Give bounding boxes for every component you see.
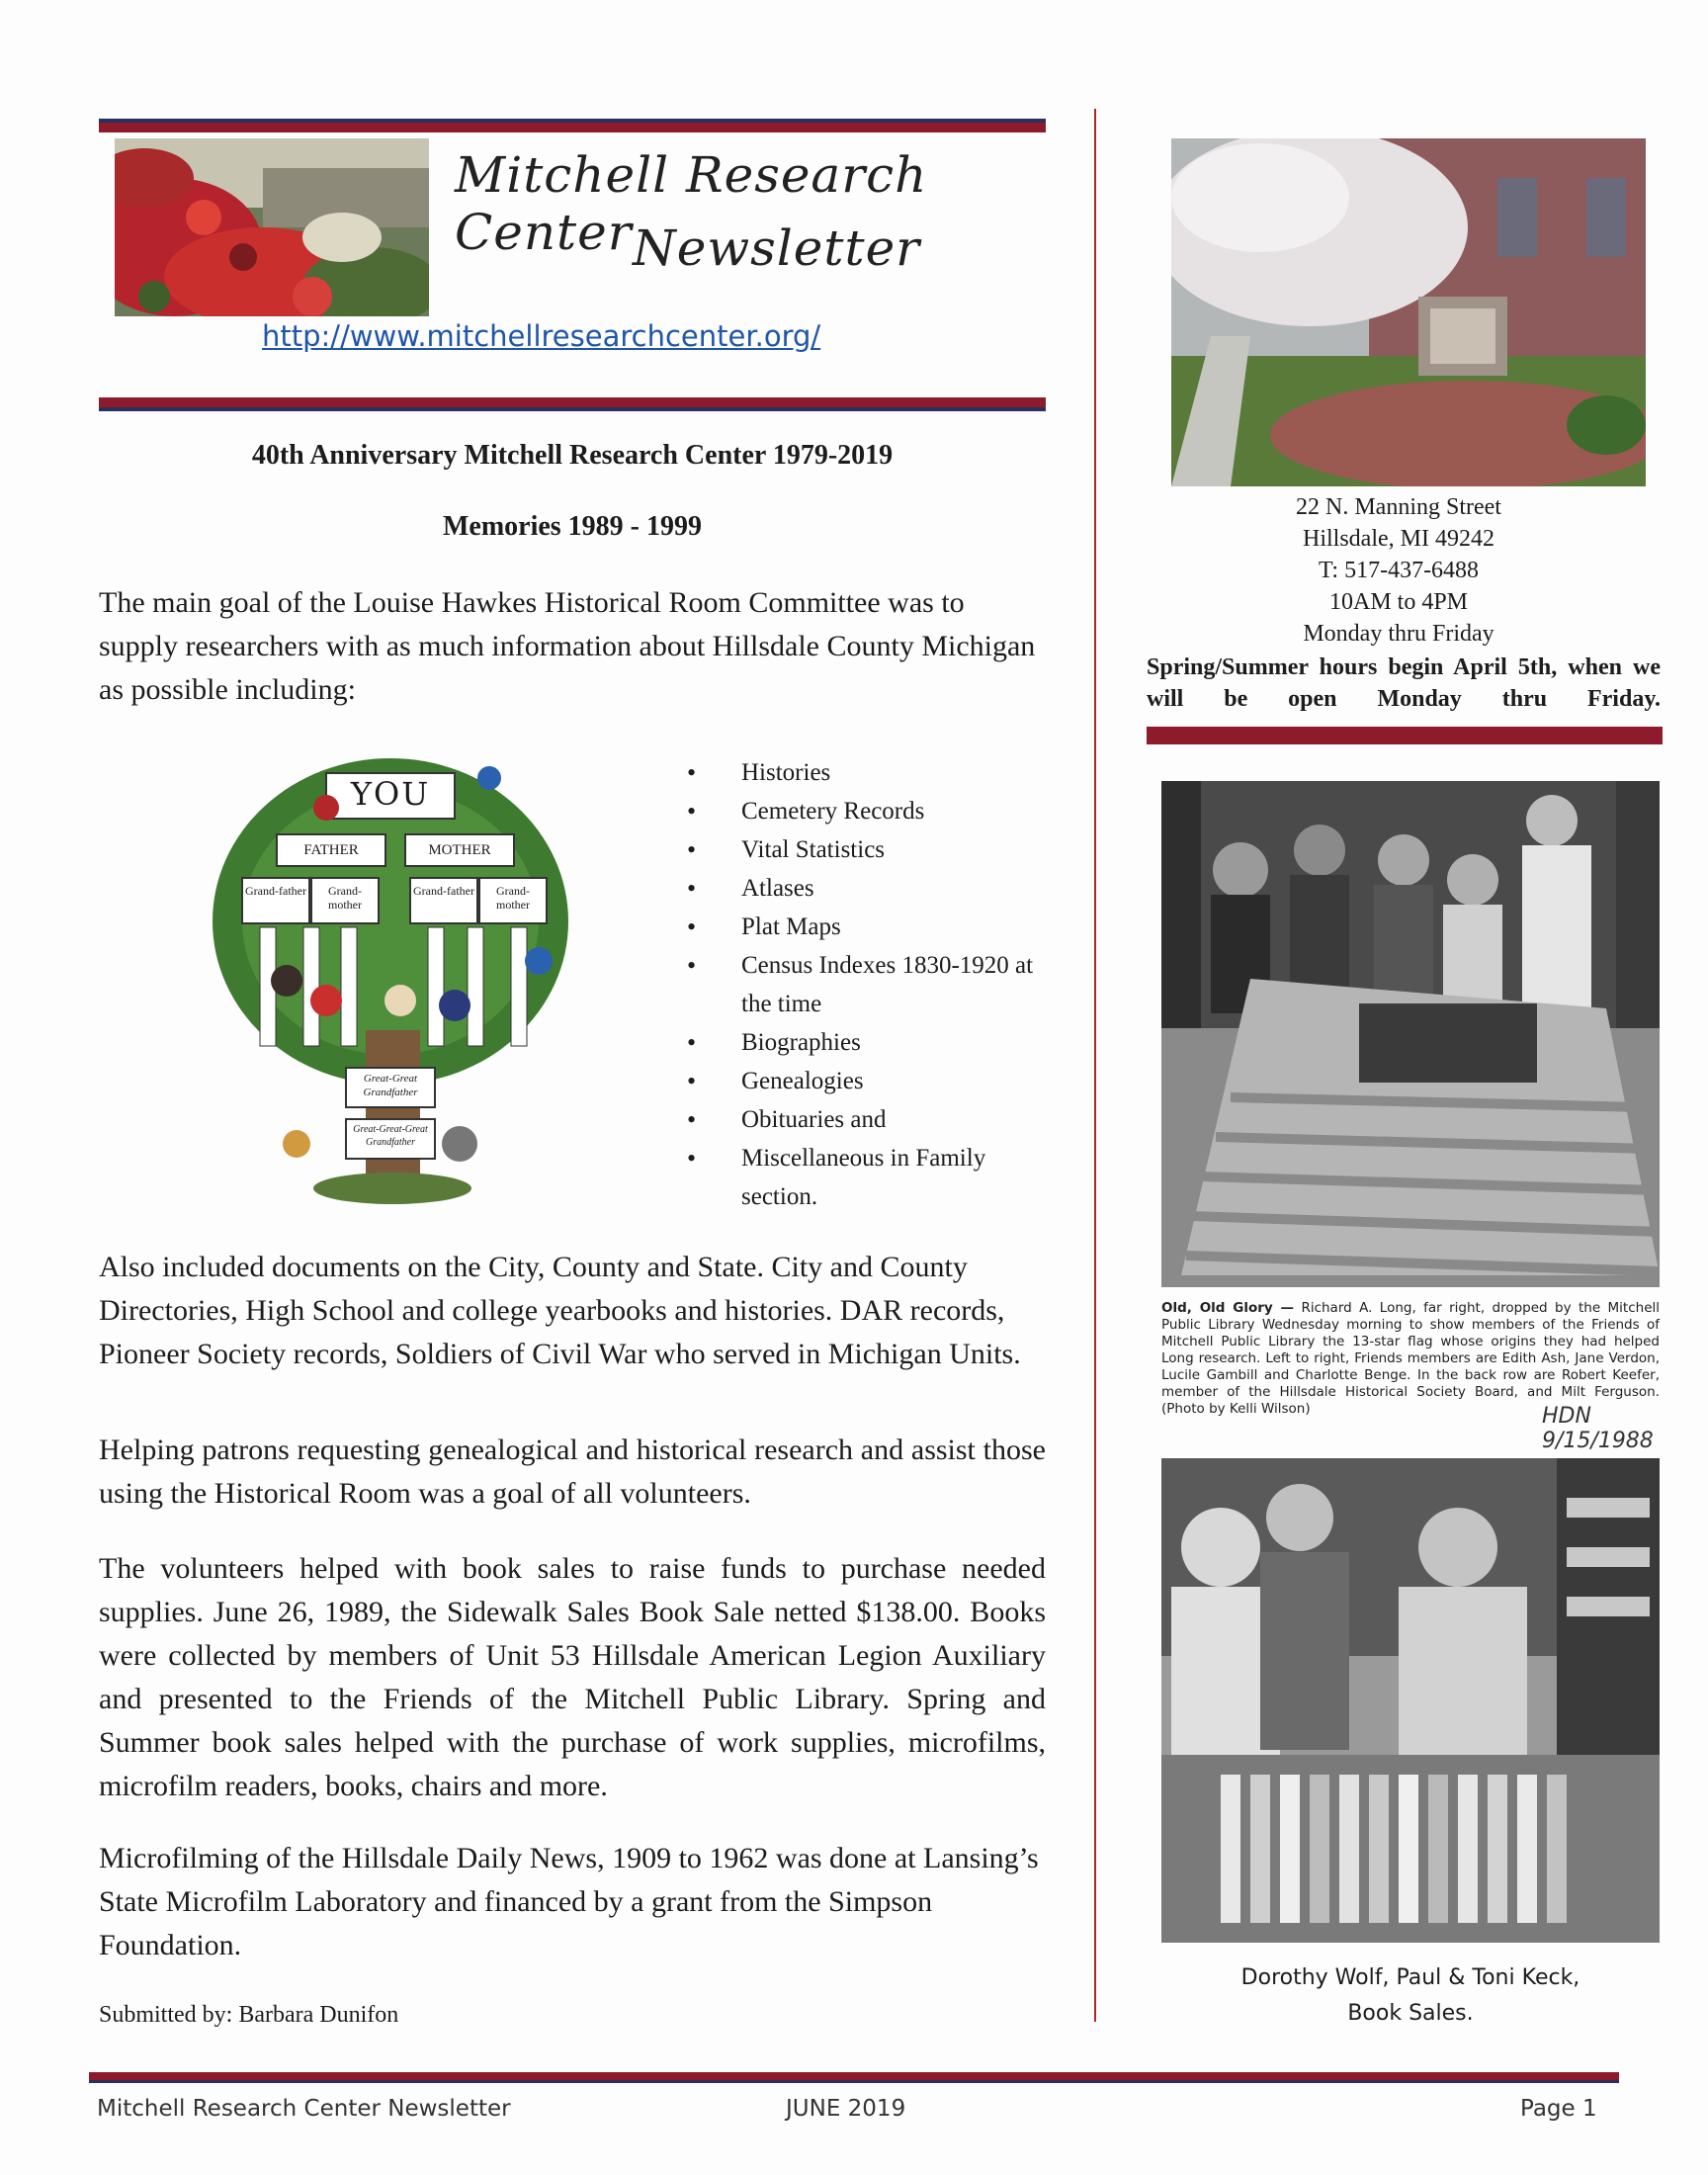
tree-label-father: FATHER — [303, 842, 359, 858]
resource-list-item: • Genealogies — [687, 1062, 1063, 1100]
book-sale-photo — [1161, 1458, 1660, 1943]
submitted-by: Submitted by: Barbara Dunifon — [99, 2002, 399, 2028]
header-bottom-rule — [99, 397, 1046, 411]
footer-page-number: Page 1 — [1520, 2096, 1597, 2122]
intro-paragraph: The main goal of the Louise Hawkes Historical Room Committee was to supply researchers with as much information about Hillsdale County Michigan as possible including: — [99, 586, 1036, 706]
family-tree-illustration — [203, 753, 583, 1208]
resource-list-item: • Atlases — [687, 869, 1063, 908]
documents-paragraph: Also included documents on the City, County and State. City and County Directories, High School and college yearbooks and histories. DAR records, Pioneer Society records, Soldiers of Civil War who served in Michigan Units. — [99, 1251, 1021, 1370]
address-phone: T: 517-437-6488 — [1318, 558, 1480, 583]
tree-label-you: YOU — [350, 775, 431, 813]
book-sale-caption-line1: Dorothy Wolf, Paul & Toni Keck, — [1240, 1965, 1580, 1990]
address-street: 22 N. Manning Street — [1296, 494, 1501, 520]
article-heading: 40th Anniversary Mitchell Research Center 1979-2019 — [251, 440, 894, 471]
resource-list-item: • Histories — [687, 753, 1063, 792]
footer-date: JUNE 2019 — [786, 2096, 906, 2122]
footer-title: Mitchell Research Center Newsletter — [97, 2096, 511, 2122]
resource-list — [687, 753, 1063, 1216]
spring-hours-notice: Spring/Summer hours begin April 5th, when we will be open Monday thru Friday. — [1147, 654, 1661, 712]
book-sale-caption — [1161, 1960, 1660, 2032]
book-sales-paragraph: The volunteers helped with book sales to raise funds to purchase needed supplies. June 26, 1989, the Sidewalk Sales Book Sale netted $138.00. Books were collected by members of Unit 53 Hillsdale American Legion Auxiliary and presented to the Friends of the Mitchell Public Library. Spring and Summer book sales helped with the purchase of work supplies, microfilms, microfilm readers, books, chairs and more. — [99, 1552, 1046, 1802]
resource-list-item: • Census Indexes 1830-1920 at the time — [687, 946, 1063, 1023]
handwritten-date: HDN 9/15/1988 — [1542, 1404, 1654, 1453]
address-days: Monday thru Friday — [1303, 621, 1494, 647]
address-block — [1137, 491, 1661, 650]
tree-label-great-great-great-grandfather: Great-Great-Great Grandfather — [353, 1124, 428, 1148]
book-sale-caption-line2: Book Sales. — [1347, 2001, 1474, 2026]
resource-list-item: • Miscellaneous in Family section. — [687, 1139, 1063, 1216]
flag-clipping-photo — [1161, 781, 1660, 1287]
flag-caption-lead: Old, Old Glory — — [1161, 1300, 1295, 1316]
article-subheading: Memories 1989 - 1999 — [442, 511, 703, 542]
flag-clipping-caption — [1161, 1300, 1660, 1418]
tree-label-grandfather-1: Grand-father — [245, 884, 306, 898]
resource-list-item: • Cemetery Records — [687, 792, 1063, 830]
footer-rule — [89, 2072, 1619, 2084]
column-divider — [1094, 109, 1096, 2022]
building-photo — [1171, 138, 1646, 486]
helping-paragraph: Helping patrons requesting genealogical and historical research and assist those using the Historical Room was a goal of all volunteers. — [99, 1434, 1046, 1510]
address-city: Hillsdale, MI 49242 — [1303, 526, 1494, 552]
resource-list-item: • Vital Statistics — [687, 830, 1063, 869]
resource-list-item: • Plat Maps — [687, 908, 1063, 946]
header-top-rule — [99, 119, 1046, 132]
sidebar-rule — [1147, 727, 1663, 744]
newsletter-title: Mitchell Research Center — [455, 146, 928, 261]
tree-label-grandfather-2: Grand-father — [413, 884, 474, 898]
tree-label-grandmother-1: Grand-mother — [328, 884, 362, 912]
newsletter-subtitle: Newsletter — [633, 219, 921, 277]
tree-label-mother: MOTHER — [428, 842, 491, 858]
resource-list-item: • Obituaries and — [687, 1100, 1063, 1139]
tree-label-great-great-grandfather: Great-Great Grandfather — [363, 1073, 418, 1098]
flag-caption-text: Richard A. Long, far right, dropped by the Mitchell Public Library Wednesday morning to show members of the Friends of Mitchell Public Library the 13-star flag whose origins they had helped Long research. Left to right, Friends members are Edith Ash, Jane Verdon, Lucile Gambill and Charlotte Benge. In the back row are Robert Keefer, member of the Hillsdale Historical Society Board, and Milt Ferguson. (Photo by Kelli Wilson) — [1161, 1300, 1660, 1417]
website-link[interactable]: http://www.mitchellresearchcenter.org/ — [262, 319, 821, 353]
microfilm-paragraph: Microfilming of the Hillsdale Daily News, 1909 to 1962 was done at Lansing’s State Microfilm Laboratory and financed by a grant from the Simpson Foundation. — [99, 1842, 1039, 1961]
resource-list-item: • Biographies — [687, 1023, 1063, 1062]
tree-label-grandmother-2: Grand-mother — [496, 884, 530, 912]
address-hours: 10AM to 4PM — [1328, 589, 1469, 615]
flower-photo — [115, 138, 429, 316]
